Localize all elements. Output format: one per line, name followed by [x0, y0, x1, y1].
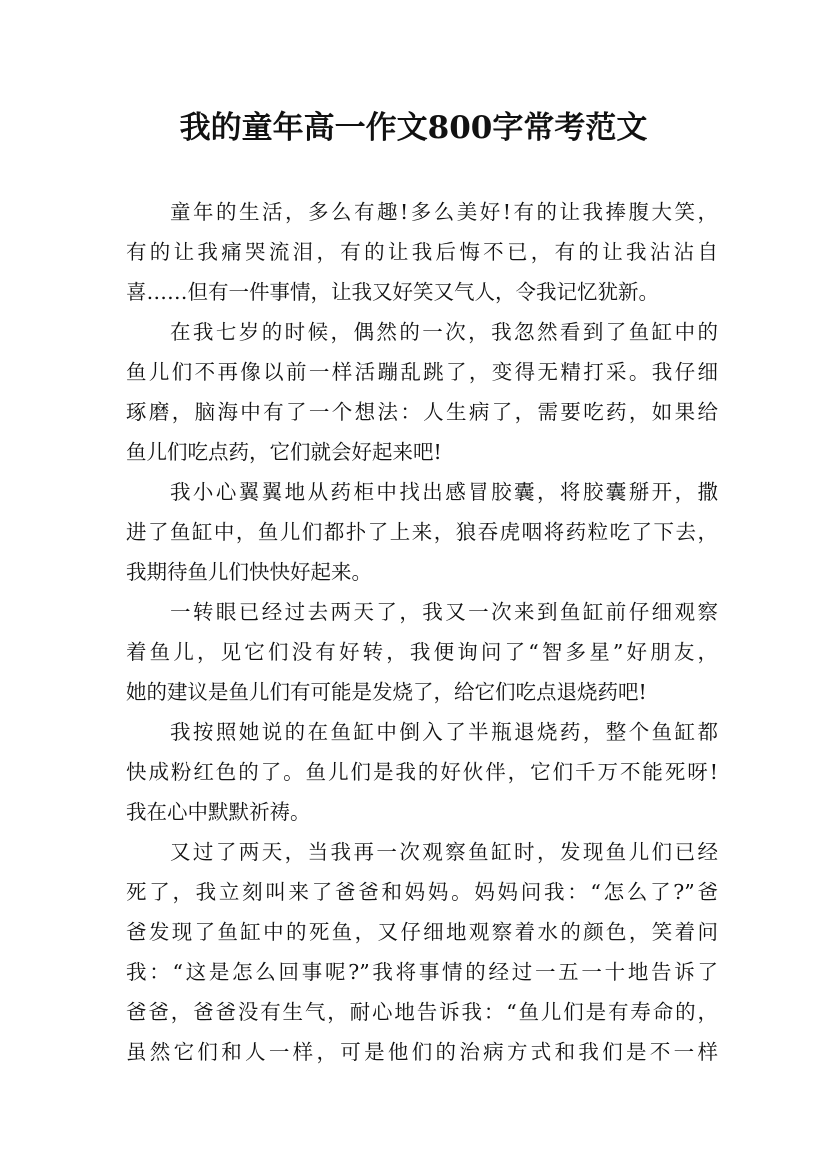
- text-line: 快成粉红色的了。鱼儿们是我的好伙伴，它们千万不能死呀!: [126, 760, 718, 784]
- text-line: 我小心翼翼地从药柜中找出感冒胶囊，将胶囊掰开，撒: [170, 480, 718, 504]
- text-line: 爸爸，爸爸没有生气，耐心地告诉我：“鱼儿们是有寿命的，: [126, 1000, 718, 1024]
- text-line: 着鱼儿，见它们没有好转，我便询问了“智多星”好朋友，: [126, 640, 718, 664]
- text-line: 死了，我立刻叫来了爸爸和妈妈。妈妈问我：“怎么了?”爸: [126, 880, 718, 904]
- text-line: 有的让我痛哭流泪，有的让我后悔不已，有的让我沾沾自: [126, 240, 718, 264]
- document-body: [126, 192, 718, 1072]
- text-line: 她的建议是鱼儿们有可能是发烧了，给它们吃点退烧药吧!: [126, 680, 647, 704]
- text-line: 我在心中默默祈祷。: [126, 800, 311, 824]
- document-title: 我的童年高一作文800字常考范文: [179, 110, 648, 146]
- text-line: 鱼儿们吃点药，它们就会好起来吧!: [126, 440, 442, 464]
- text-line: 爸发现了鱼缸中的死鱼，又仔细地观察着水的颜色，笑着问: [126, 920, 718, 944]
- text-line: 我：“这是怎么回事呢?”我将事情的经过一五一十地告诉了: [126, 960, 718, 984]
- text-line: 我期待鱼儿们快快好起来。: [126, 560, 372, 584]
- text-line: 鱼儿们不再像以前一样活蹦乱跳了，变得无精打采。我仔细: [126, 360, 718, 384]
- text-line: 又过了两天，当我再一次观察鱼缸时，发现鱼儿们已经: [170, 840, 718, 864]
- text-line: 我按照她说的在鱼缸中倒入了半瓶退烧药，整个鱼缸都: [170, 720, 718, 744]
- text-line: 在我七岁的时候，偶然的一次，我忽然看到了鱼缸中的: [170, 320, 718, 344]
- text-line: 喜……但有一件事情，让我又好笑又气人，令我记忆犹新。: [126, 280, 659, 304]
- text-line: 进了鱼缸中，鱼儿们都扑了上来，狼吞虎咽将药粒吃了下去，: [126, 520, 718, 544]
- text-line: 童年的生活，多么有趣!多么美好!有的让我捧腹大笑，: [170, 200, 718, 224]
- text-line: 一转眼已经过去两天了，我又一次来到鱼缸前仔细观察: [170, 600, 718, 624]
- text-line: 虽然它们和人一样，可是他们的治病方式和我们是不一样: [126, 1040, 718, 1064]
- text-line: 琢磨，脑海中有了一个想法：人生病了，需要吃药，如果给: [126, 400, 718, 424]
